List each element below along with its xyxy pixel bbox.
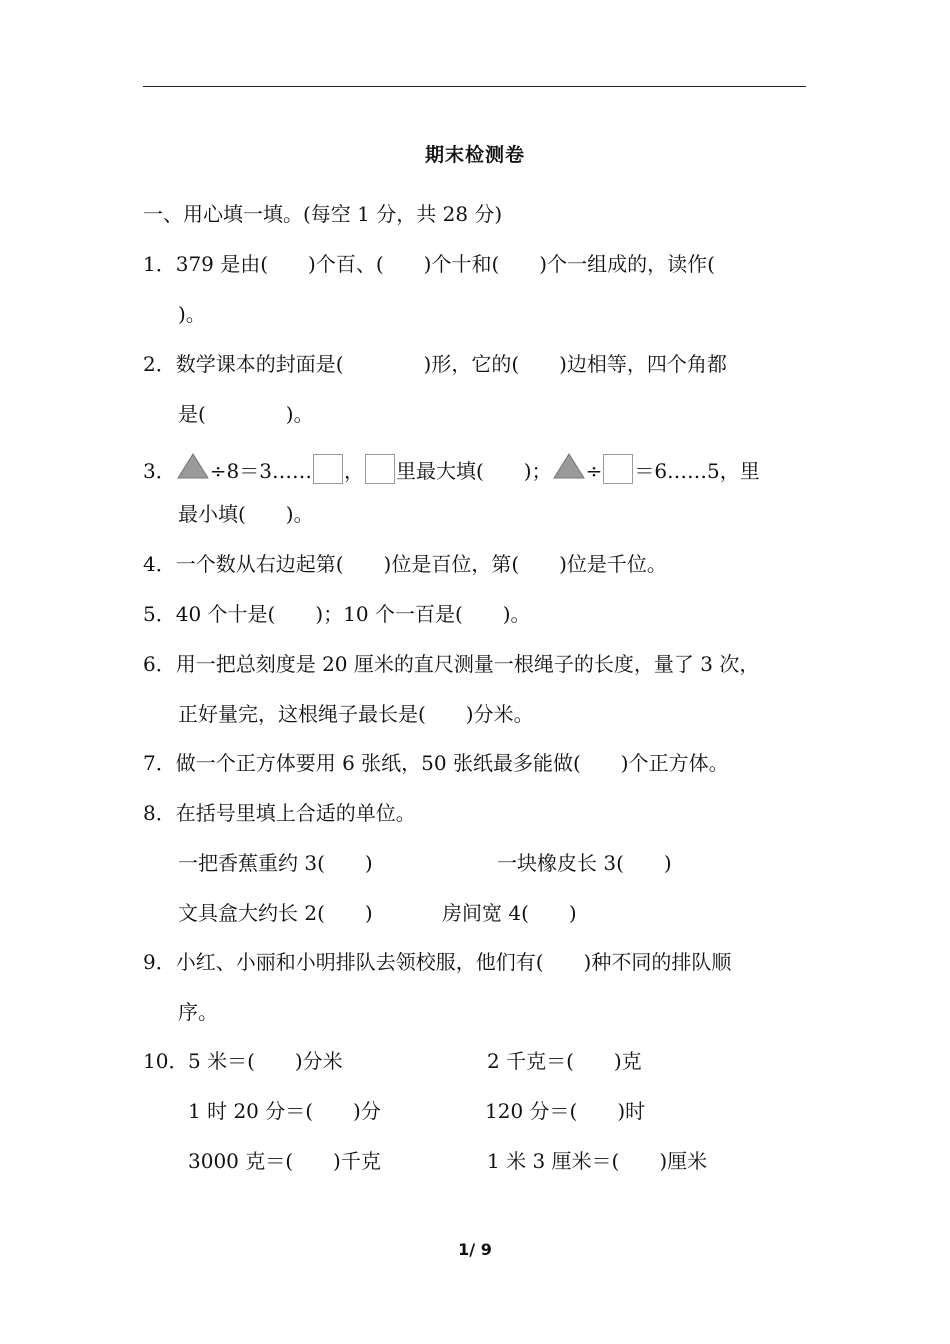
question-8-item: 一块橡皮长 3( ) xyxy=(497,851,672,875)
question-3-text-4: ÷ xyxy=(585,459,603,483)
question-6-line-2: 正好量完，这根绳子最长是( )分米。 xyxy=(178,702,534,726)
question-10-item: 1 米 3 厘米＝( )厘米 xyxy=(487,1149,708,1173)
question-3-text-5: ＝6……5，里 xyxy=(634,459,760,483)
question-7: 7．做一个正方体要用 6 张纸，50 张纸最多能做( )个正方体。 xyxy=(143,751,729,775)
section-heading: 一、用心填一填。(每空 1 分，共 28 分) xyxy=(143,202,503,226)
question-2-line-1: 2．数学课本的封面是( )形，它的( )边相等，四个角都 xyxy=(143,352,727,376)
question-8-heading: 8．在括号里填上合适的单位。 xyxy=(143,801,416,825)
question-8-item: 一把香蕉重约 3( ) xyxy=(178,851,373,875)
triangle-icon xyxy=(176,452,210,480)
question-4: 4．一个数从右边起第( )位是百位，第( )位是千位。 xyxy=(143,552,667,576)
square-box-icon xyxy=(365,454,395,484)
question-3-text-1: ÷8＝3…… xyxy=(209,459,312,483)
question-1-line-2: )。 xyxy=(178,302,206,326)
question-3-text-3: 里最大填( )； xyxy=(395,459,552,483)
square-box-icon xyxy=(603,454,633,484)
question-10-item: 1 时 20 分＝( )分 xyxy=(188,1099,381,1123)
question-6-line-1: 6．用一把总刻度是 20 厘米的直尺测量一根绳子的长度，量了 3 次， xyxy=(143,652,760,676)
question-8-item: 房间宽 4( ) xyxy=(442,901,577,925)
question-10-number: 10． xyxy=(143,1049,189,1073)
question-10-item: 120 分＝( )时 xyxy=(485,1099,646,1123)
question-2-line-2: 是( )。 xyxy=(178,402,314,426)
square-box-icon xyxy=(313,454,343,484)
question-3-line-2: 最小填( )。 xyxy=(178,502,314,526)
question-5: 5．40 个十是( )；10 个一百是( )。 xyxy=(143,602,531,626)
triangle-icon xyxy=(552,452,586,480)
question-10-item: 3000 克＝( )千克 xyxy=(188,1149,381,1173)
header-rule xyxy=(143,86,806,87)
page-number: 1/ 9 xyxy=(458,1240,492,1259)
question-3-number: 3． xyxy=(143,459,176,483)
question-8-item: 文具盒大约长 2( ) xyxy=(178,901,373,925)
page-title: 期末检测卷 xyxy=(424,144,525,166)
question-1-line-1: 1．379 是由( )个百、( )个十和( )个一组成的，读作( xyxy=(143,252,715,276)
question-10-item: 2 千克＝( )克 xyxy=(487,1049,642,1073)
question-3-text-2: ， xyxy=(343,459,364,483)
question-3-line-1 xyxy=(143,452,760,485)
question-9-line-1: 9．小红、小丽和小明排队去领校服，他们有( )种不同的排队顺 xyxy=(143,950,732,974)
question-10-item: 5 米＝( )分米 xyxy=(188,1049,343,1073)
question-9-line-2: 序。 xyxy=(178,1000,218,1024)
